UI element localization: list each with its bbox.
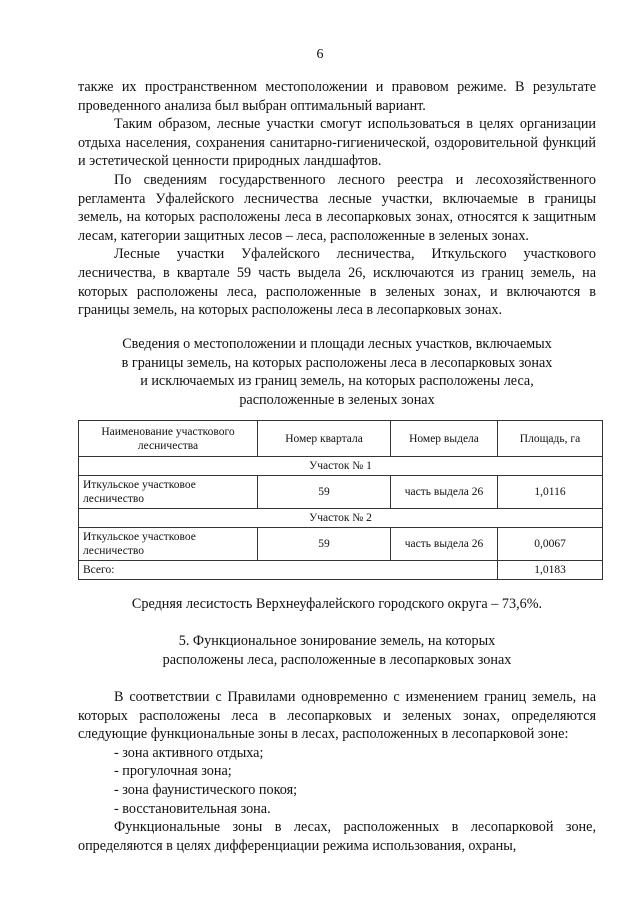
table-title-line: и исключаемых из границ земель, на которых расположены леса, [140,373,534,390]
cell-forestry: Иткульское участковое лесничество [79,528,258,561]
cell-section: часть выдела 26 [391,528,498,561]
zone-list-item: - прогулочная зона; [114,763,232,780]
table-title-line: расположенные в зеленых зонах [239,391,435,408]
section-heading-line: 5. Функциональное зонирование земель, на которых [178,633,496,649]
paragraph-exclusion: Лесные участки Уфалейского лесничества, Иткульского участкового лесничества, в квартале 59 часть выдела 26, исключаются из границ земель, на которых расположены леса, расположенные в зеленых зонах, и включаются в границы земель, на которых расположены леса в лесопарковых зонах. [78,246,596,319]
plots-table [78,420,603,580]
zone-list-item: - зона активного отдыха; [114,744,264,761]
paragraph-purpose: Таким образом, лесные участки смогут использоваться в целях организации отдыха населения, сохранения санитарно-гигиенической, оздоровительной функций и эстетической ценности природных ландшафтов. [78,116,596,170]
total-value: 1,0183 [498,561,603,580]
header-area: Площадь, га [498,421,603,457]
zone-list-item: - восстановительная зона. [114,800,271,817]
table-section-row [79,509,603,528]
table-total-row [79,561,603,580]
forest-cover-statement: Средняя лесистость Верхнеуфалейского городского округа – 73,6%. [131,596,543,612]
page-number: 6 [316,47,324,62]
header-forestry: Наименование участкового лесничества [79,421,258,457]
cell-area: 1,0116 [498,476,603,509]
cell-quarter: 59 [258,528,391,561]
table-header-row [79,421,603,457]
cell-quarter: 59 [258,476,391,509]
paragraph-continuation: также их пространственном местоположении и правовом режиме. В результате проведенного анализа был выбран оптимальный вариант. [78,79,596,114]
table-row [79,476,603,509]
section-heading [78,632,596,669]
header-quarter: Номер квартала [258,421,391,457]
total-label: Всего: [79,561,498,580]
table-title-line: Сведения о местоположении и площади лесных участков, включаемых [122,336,552,352]
table-title-line: в границы земель, на которых расположены леса в лесопарковых зонах [121,354,553,371]
zoning-text [78,688,596,855]
intro-text [78,78,596,320]
section-heading-line: расположены леса, расположенные в лесопарковых зонах [162,651,512,668]
header-section: Номер выдела [391,421,498,457]
table-section-row [79,457,603,476]
table-title [78,335,596,409]
cell-area: 0,0067 [498,528,603,561]
section-label: Участок № 1 [79,457,603,476]
cell-forestry: Иткульское участковое лесничество [79,476,258,509]
paragraph-final: Функциональные зоны в лесах, расположенных в лесопарковой зоне, определяются в целях дифференциации режима использования, охраны, [78,819,596,854]
paragraph-registry: По сведениям государственного лесного реестра и лесохозяйственного регламента Уфалейского лесничества лесные участки, включаемые в границы земель, на которых расположены леса в лесопарковых зонах, относятся к защитным лесам, категории защитных лесов – леса, расположенные в зеленых зонах. [78,171,596,244]
zone-list-item: - зона фаунистического покоя; [114,781,298,798]
paragraph-zoning: В соответствии с Правилами одновременно с изменением границ земель, на которых расположены леса в лесопарковых и зеленых зонах, определяются следующие функциональные зоны в лесах, расположенных в лесопарковой зоне: [78,689,596,743]
table-row [79,528,603,561]
section-label: Участок № 2 [79,509,603,528]
cell-section: часть выдела 26 [391,476,498,509]
